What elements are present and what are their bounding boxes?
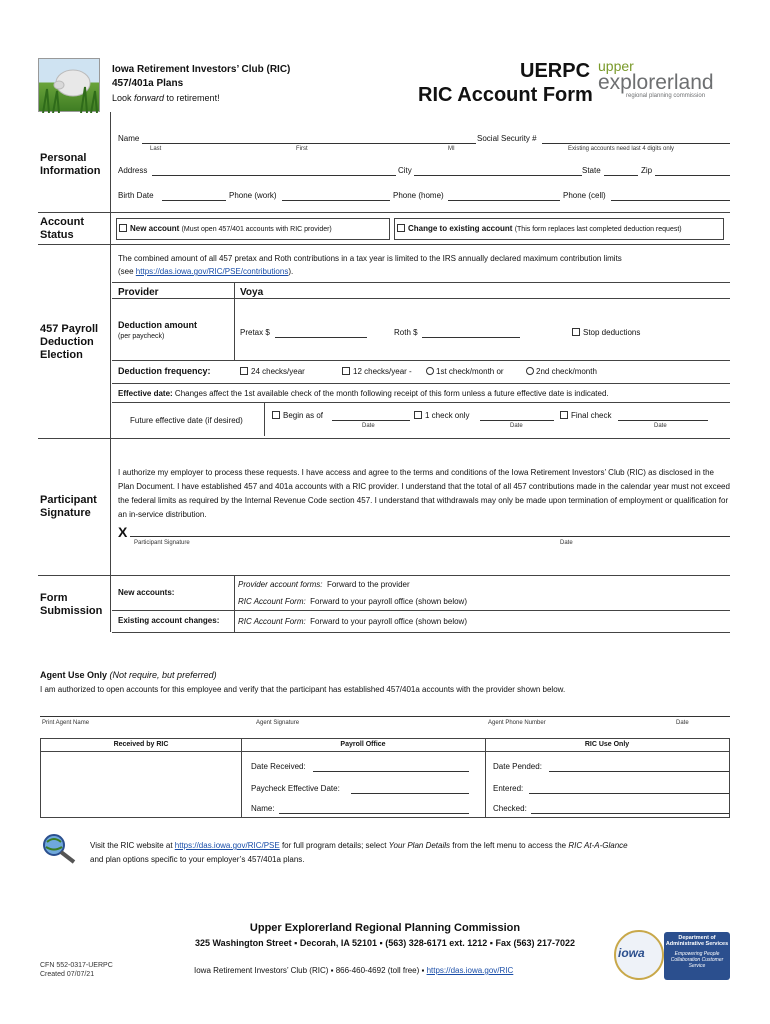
freq-24-option[interactable]: 24 checks/year (240, 367, 305, 376)
name-label: Name (118, 134, 140, 143)
begin-date-sub: Date (362, 423, 375, 429)
ric-pse-link[interactable]: https://das.iowa.gov/RIC/PSE (174, 841, 280, 850)
date-pended-label: Date Pended: (493, 762, 542, 771)
agent-date: Date (676, 720, 689, 726)
once-checkbox[interactable] (414, 411, 422, 419)
ric-home-link[interactable]: https://das.iowa.gov/RIC (426, 966, 514, 975)
col-received: Received by RIC (113, 741, 169, 748)
contributions-link[interactable]: https://das.iowa.gov/RIC/PSE/contributions (135, 267, 289, 276)
iowa-das-seal: iowa Department of Administrative Services Empowering People Collaboration Customer Service (614, 928, 732, 984)
footer-address: 325 Washington Street ▪ Decorah, IA 52101 ▪ (563) 328-6171 ext. 1212 ▪ Fax (563) 217-7022 (194, 938, 576, 948)
effective-date-text: Effective date: Changes affect the 1st available check of the month following receipt of this form unless a future effective date is indicated. (118, 389, 609, 398)
office-name-label: Name: (251, 804, 275, 813)
begin-date-field[interactable] (332, 420, 410, 421)
uerpc-logo: upper explorerland regional planning commission (598, 58, 714, 99)
submission-new-line1: Provider account forms: Forward to the provider (238, 580, 410, 589)
date-pended-field[interactable] (549, 771, 729, 772)
once-date-field[interactable] (480, 420, 554, 421)
final-date-field[interactable] (618, 420, 708, 421)
submission-existing-line: RIC Account Form: Forward to your payroll office (shown below) (238, 617, 467, 626)
phone-work-label: Phone (work) (229, 191, 277, 200)
footer-ric: Iowa Retirement Investors’ Club (RIC) ▪ 866-460-4692 (toll free) ▪ https://das.iowa.gov/RIC (194, 966, 514, 975)
signature-field[interactable] (130, 536, 730, 537)
section-account: Account Status (40, 216, 84, 241)
signature-date-sub: Date (560, 540, 573, 546)
deduction-amount-label: Deduction amount (118, 320, 197, 330)
change-account-checkbox[interactable] (397, 224, 405, 232)
plan-type: 457/401a Plans (112, 78, 184, 89)
ssn-field[interactable] (542, 143, 730, 144)
ssn-label: Social Security # (477, 134, 537, 143)
future-date-label: Future effective date (if desired) (130, 416, 243, 425)
agent-phone: Agent Phone Number (488, 720, 546, 726)
authorization-text: I authorize my employer to process these requests. I have access and agree to the terms and conditions of the Iowa Retirement Investors’ Club (RIC) as disclosed in the Plan Document. I have established 457 and 401a accounts with a RIC provider. I understand that the total of all 457 contributions made in the calendar year must not exceed the federal limits as required by the Internal Revenue Code section 457. I understand that withdrawals may only be made upon termination of employment or qualification for an in-service distribution. (118, 468, 730, 519)
freq-2nd-radio[interactable] (526, 367, 534, 375)
footer-org: Upper Explorerland Regional Planning Commission (249, 922, 521, 934)
name-field[interactable] (142, 143, 476, 144)
magnifier-globe-icon (40, 832, 80, 864)
submission-new-line2: RIC Account Form: Forward to your payroll office (shown below) (238, 597, 467, 606)
form-title: RIC Account Form (418, 84, 593, 106)
col-ric: RIC Use Only (584, 741, 630, 748)
address-field[interactable] (152, 175, 396, 176)
phone-home-label: Phone (home) (393, 191, 444, 200)
paycheck-eff-label: Paycheck Effective Date: (251, 784, 340, 793)
sub-first: First (296, 146, 308, 152)
visit-text: Visit the RIC website at https://das.iowa.gov/RIC/PSE for full program details; select Your Plan Details from the left menu to access the RIC At-A-Glance and plan options specific to your employer’s 457/401a plans. (90, 841, 628, 864)
freq-1st-radio[interactable] (426, 367, 434, 375)
new-accounts-label: New accounts: (118, 588, 175, 597)
once-date-sub: Date (510, 423, 523, 429)
entered-label: Entered: (493, 784, 524, 793)
piggy-bank-photo (38, 58, 100, 112)
change-account-option[interactable]: Change to existing account (This form replaces last completed deduction request) (394, 218, 724, 240)
freq-1st-option[interactable]: 1st check/month or (424, 367, 504, 376)
contribution-limit-text: The combined amount of all 457 pretax and Roth contributions in a tax year is limited to the IRS annually declared maximum contribution limits (see https://das.iowa.gov/RIC/PSE/contributions). (118, 254, 622, 276)
section-payroll: 457 Payroll Deduction Election (40, 323, 99, 361)
pretax-field[interactable] (275, 337, 367, 338)
birth-label: Birth Date (118, 191, 154, 200)
begin-checkbox[interactable] (272, 411, 280, 419)
sub-mi: MI (448, 146, 455, 152)
date-received-field[interactable] (313, 771, 469, 772)
agent-print-name: Print Agent Name (42, 720, 90, 726)
entered-field[interactable] (529, 793, 729, 794)
footer-cfn: CFN 552-0317-UERPC (40, 962, 113, 969)
org-name: Iowa Retirement Investors’ Club (RIC) (112, 64, 291, 75)
checked-label: Checked: (493, 804, 527, 813)
signature-x: X (118, 524, 128, 540)
paycheck-eff-field[interactable] (351, 793, 469, 794)
roth-label: Roth $ (394, 328, 418, 337)
freq-24-checkbox[interactable] (240, 367, 248, 375)
birth-field[interactable] (162, 200, 226, 201)
state-label: State (582, 166, 601, 175)
footer-created: Created 07/07/21 (40, 971, 95, 978)
agent-fields-line[interactable] (40, 716, 730, 717)
stop-deductions-option[interactable]: Stop deductions (572, 328, 640, 337)
phone-cell-label: Phone (cell) (563, 191, 606, 200)
tagline: Look forward to retirement! (112, 93, 220, 103)
signature-sub: Participant Signature (134, 540, 190, 546)
col-payroll: Payroll Office (340, 741, 386, 748)
section-personal: Personal Information (40, 152, 101, 177)
state-field[interactable] (604, 175, 638, 176)
existing-changes-label: Existing account changes: (118, 616, 220, 625)
begin-option[interactable]: Begin as of (272, 411, 323, 420)
phone-home-field[interactable] (448, 200, 560, 201)
section-submission: Form Submission (40, 592, 103, 617)
frequency-label: Deduction frequency: (118, 366, 211, 376)
deduction-amount-sub: (per paycheck) (118, 333, 165, 340)
provider-label: Provider (118, 287, 159, 298)
form-code: UERPC (520, 60, 591, 82)
zip-label: Zip (641, 166, 653, 175)
date-received-label: Date Received: (251, 762, 306, 771)
checked-field[interactable] (531, 813, 729, 814)
freq-12-option[interactable]: 12 checks/year - (342, 367, 412, 376)
once-option[interactable]: 1 check only (414, 411, 469, 420)
city-label: City (398, 166, 412, 175)
zip-field[interactable] (655, 175, 730, 176)
office-table (40, 738, 730, 818)
agent-title: Agent Use Only (Not require, but preferred) (40, 670, 217, 680)
provider-value: Voya (240, 287, 264, 298)
phone-work-field[interactable] (282, 200, 390, 201)
section-signature: Participant Signature (40, 494, 97, 519)
pretax-label: Pretax $ (240, 328, 270, 337)
stop-checkbox[interactable] (572, 328, 580, 336)
new-account-checkbox[interactable] (119, 224, 127, 232)
roth-field[interactable] (422, 337, 520, 338)
new-account-option[interactable]: New account (Must open 457/401 accounts with RIC provider) (116, 218, 390, 240)
freq-2nd-option[interactable]: 2nd check/month (524, 367, 597, 376)
office-name-field[interactable] (279, 813, 469, 814)
agent-signature: Agent Signature (256, 720, 300, 726)
final-option[interactable]: Final check (560, 411, 611, 420)
ssn-note: Existing accounts need last 4 digits only (568, 146, 675, 152)
final-checkbox[interactable] (560, 411, 568, 419)
freq-12-checkbox[interactable] (342, 367, 350, 375)
address-label: Address (118, 166, 148, 175)
city-field[interactable] (414, 175, 582, 176)
phone-cell-field[interactable] (611, 200, 730, 201)
sub-last: Last (150, 146, 162, 152)
agent-text: I am authorized to open accounts for this employee and verify that the participant has established 457/401a accounts with the provider shown below. (40, 685, 566, 694)
final-date-sub: Date (654, 423, 667, 429)
